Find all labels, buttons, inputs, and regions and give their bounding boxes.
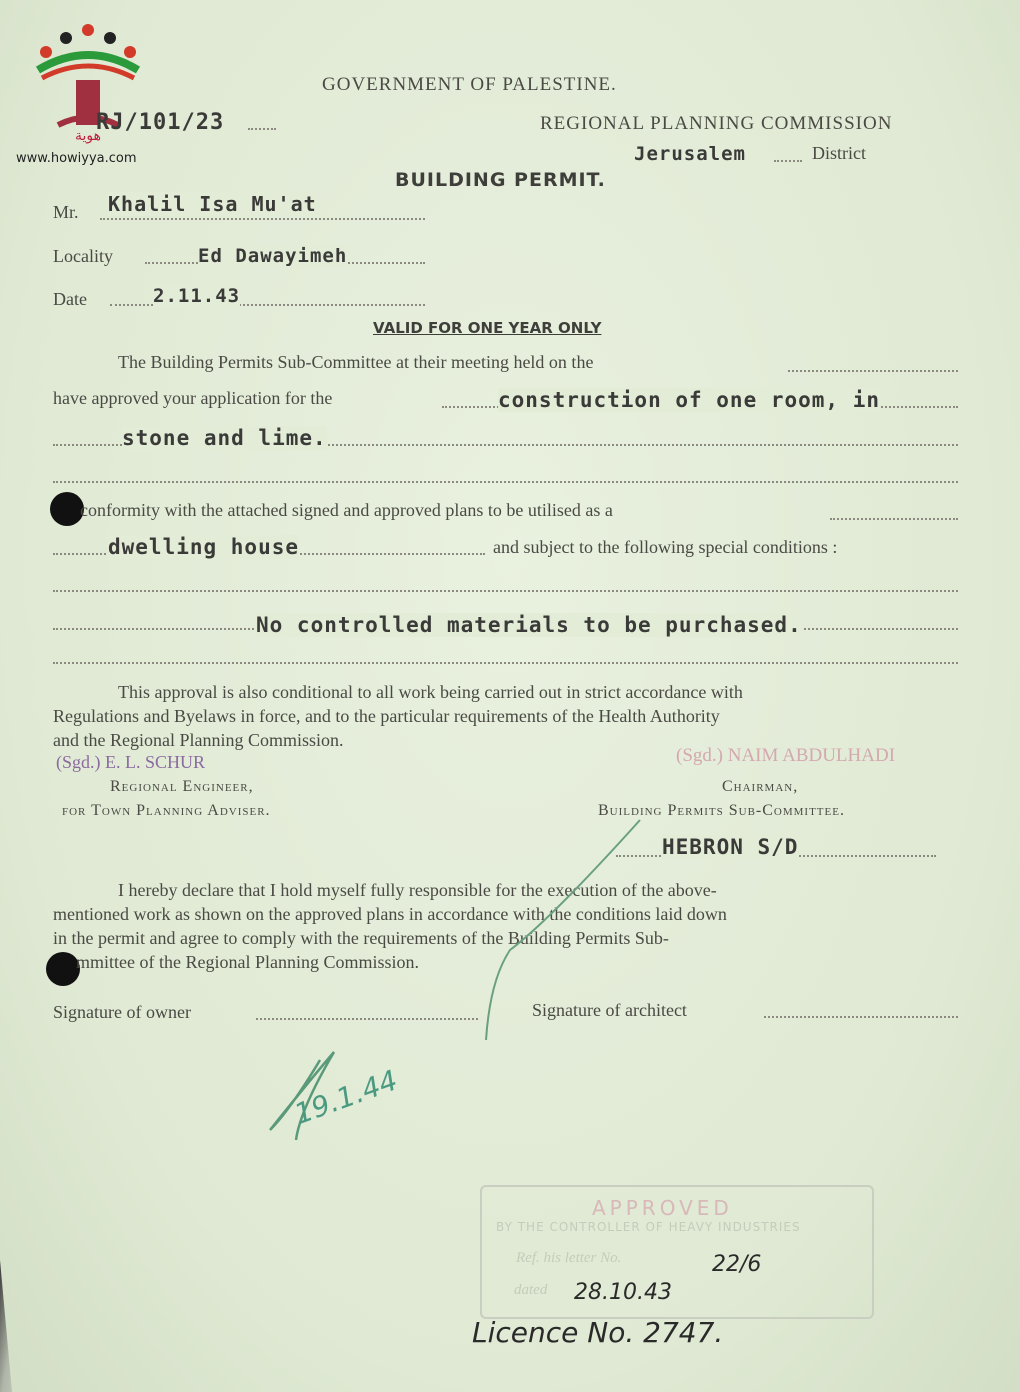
owner-signature-label: Signature of owner xyxy=(53,1002,191,1022)
body-line-6-suffix: and subject to the following special conditions : xyxy=(493,537,838,557)
body-line-1: The Building Permits Sub-Committee at their meeting held on the xyxy=(118,352,594,372)
body-line-5: conformity with the attached signed and approved plans to be utilised as a xyxy=(80,500,613,520)
applicant-name: Khalil Isa Mu'at xyxy=(108,192,317,216)
work-description: construction of one room, in xyxy=(498,388,881,412)
locality-value: Ed Dawayimeh xyxy=(198,245,348,267)
mr-dots xyxy=(100,218,425,220)
approved-dated-label: dated xyxy=(514,1282,548,1298)
declaration-line-3: in the permit and agree to comply with the requirements of the Building Permits Sub- xyxy=(53,928,669,948)
validity-notice: VALID FOR ONE YEAR ONLY xyxy=(373,319,602,337)
approved-stamp-title: APPROVED xyxy=(592,1196,733,1220)
date-label: Date xyxy=(53,289,87,309)
handwritten-date: 19.1.44 xyxy=(290,1063,402,1132)
mr-label: Mr. xyxy=(53,202,79,222)
architect-signature-label: Signature of architect xyxy=(532,1000,687,1020)
government-heading: GOVERNMENT OF PALESTINE. xyxy=(322,74,617,95)
architect-signature-line xyxy=(764,1016,958,1018)
declaration-line-4: mmittee of the Regional Planning Commission. xyxy=(76,952,419,972)
body-line-5-dots xyxy=(830,518,958,520)
approved-ref-label: Ref. his letter No. xyxy=(516,1250,622,1266)
right-title-2: Building Permits Sub-Committee. xyxy=(598,802,845,819)
body-line-2: have approved your application for the xyxy=(53,388,333,408)
approval-line-3: and the Regional Planning Commission. xyxy=(53,730,344,750)
permit-title: BUILDING PERMIT. xyxy=(395,169,606,191)
approved-stamp-by: BY THE CONTROLLER OF HEAVY INDUSTRIES xyxy=(496,1220,801,1234)
district-value: Jerusalem xyxy=(634,143,746,165)
use-type: dwelling house xyxy=(108,535,300,559)
commission-heading: REGIONAL PLANNING COMMISSION xyxy=(540,113,893,134)
locality-label: Locality xyxy=(53,246,113,266)
district-dots xyxy=(774,160,802,162)
licence-number: Licence No. 2747. xyxy=(472,1316,724,1349)
punch-hole-bottom xyxy=(46,952,80,986)
right-signature-stamp: (Sgd.) NAIM ABDULHADI xyxy=(676,745,896,766)
left-signature-stamp: (Sgd.) E. L. SCHUR xyxy=(56,752,206,772)
left-title-2: for Town Planning Adviser. xyxy=(62,802,271,819)
howiyya-logo xyxy=(28,20,148,160)
watermark-site: www.howiyya.com xyxy=(16,151,137,166)
body-line-4-dots xyxy=(53,481,958,483)
meeting-date-dots xyxy=(788,370,958,372)
declaration-line-1: I hereby declare that I hold myself fully responsible for the execution of the above- xyxy=(118,880,717,900)
declaration-line-2: mentioned work as shown on the approved plans in accordance with the conditions laid down xyxy=(53,904,727,924)
left-title-1: Regional Engineer, xyxy=(110,778,254,795)
date-value: 2.11.43 xyxy=(153,285,241,307)
body-line-9-dots xyxy=(53,662,958,664)
district-label: District xyxy=(812,143,866,163)
right-title-1: Chairman, xyxy=(722,778,799,795)
punch-hole-top xyxy=(50,492,84,526)
reference-number: RJ/101/23 xyxy=(96,110,225,135)
place-stamp: HEBRON S/D xyxy=(662,835,799,859)
approved-dated-value: 28.10.43 xyxy=(574,1280,672,1305)
approved-ref-value: 22/6 xyxy=(712,1252,762,1277)
svg-text:هوية: هوية xyxy=(74,128,102,144)
body-line-7-dots xyxy=(53,590,958,592)
reference-dots xyxy=(248,128,276,130)
work-material: stone and lime. xyxy=(122,426,327,450)
approval-line-1: This approval is also conditional to all work being carried out in strict accordance with xyxy=(118,682,743,702)
approval-line-2: Regulations and Byelaws in force, and to the particular requirements of the Health Authority xyxy=(53,706,720,726)
special-condition: No controlled materials to be purchased. xyxy=(256,613,802,637)
